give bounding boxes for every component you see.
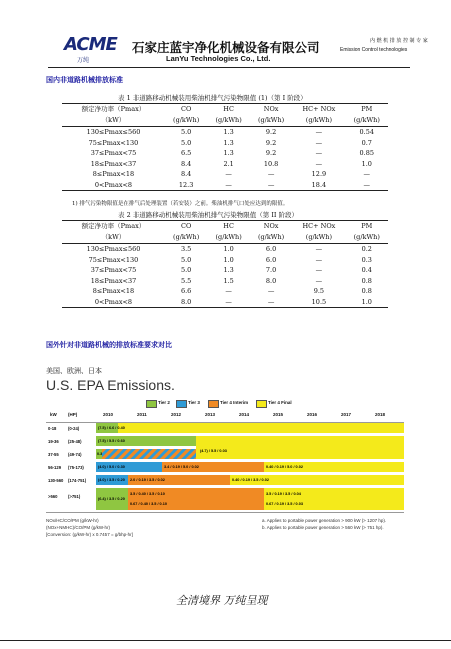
header-cell: HC+ NOx — [292, 104, 345, 116]
table-cell: 37≤Pmax<75 — [90, 149, 137, 157]
table-header-row — [62, 104, 388, 116]
row-hp: (75-173) — [68, 465, 84, 470]
header-cell: NOx — [250, 104, 292, 116]
row-hp: (174-751) — [68, 478, 87, 483]
table-cell: — — [207, 297, 249, 308]
limit-label: (7.5) / 5.5 / 0.60 — [98, 439, 125, 443]
table-cell: 5.0 — [180, 138, 192, 147]
table-cell: — — [207, 180, 249, 191]
table-cell: 1.0 — [346, 297, 389, 308]
table-cell: 9.2 — [250, 127, 292, 138]
table-row — [62, 159, 388, 170]
legend-swatch-tier2 — [146, 400, 157, 408]
regions-text: 美国、欧洲、日本 — [46, 367, 102, 375]
table-cell: 8≤Pmax<18 — [92, 170, 135, 178]
tagline-cn: 内 燃 机 排 放 控 制 专 家 — [370, 38, 428, 44]
table-cell: — — [225, 287, 232, 295]
year-label: 2013 — [205, 412, 216, 417]
legend-label-tier4f: Tier 4 Final — [268, 400, 292, 405]
legend-swatch-tier3 — [176, 400, 187, 408]
row-kw: 56-129 — [48, 465, 62, 470]
limit-label: (4.0) / 3.5 / 0.20 — [98, 478, 125, 482]
header-cell: HC — [207, 104, 249, 116]
table-cell: 2.1 — [223, 159, 234, 168]
limit-label: 3.5 / 0.40 / 3.5 / 0.10 — [130, 492, 165, 496]
table-cell: — — [225, 170, 232, 178]
table-cell: — — [315, 138, 323, 147]
table-cell: 5.0 — [165, 127, 207, 138]
table-cell: 130≤Pmax≤560 — [62, 244, 165, 255]
header-cell: CO — [165, 104, 207, 116]
year-label: 2018 — [375, 412, 386, 417]
header-cell: 额定净功率（Pmax） — [62, 104, 165, 116]
table-row — [62, 148, 388, 159]
section-title-foreign: 国外针对非道路机械的排放标准要求对比 — [46, 341, 172, 349]
unit-cell: (g/kWh) — [305, 116, 333, 124]
table-cell: 10.8 — [263, 159, 279, 168]
table-cell: 0.2 — [346, 244, 389, 255]
row-kw: >560 — [48, 494, 58, 499]
table-cell: 1.3 — [223, 149, 234, 157]
epa-title: U.S. EPA Emissions. — [46, 377, 175, 393]
hp-header: (HP) — [68, 412, 78, 417]
header-cell: HC+ NOx — [292, 221, 345, 233]
unit-cell: (g/kWh) — [305, 233, 333, 241]
limit-label: 0.40 / 0.19 / 3.5 / 0.02 — [232, 478, 269, 482]
header-cell: PM — [346, 104, 389, 116]
tier-block — [118, 423, 404, 433]
table-cell: 0<Pmax<8 — [62, 297, 165, 308]
table-cell: 18≤Pmax<37 — [90, 159, 137, 168]
epa-emissions-chart — [46, 396, 404, 514]
table-row — [62, 169, 388, 180]
legend-label-tier3: Tier 3 — [188, 400, 200, 405]
company-logo — [64, 34, 117, 68]
company-slogan: 全清境界 万纯呈现 — [176, 594, 268, 607]
table-cell: 18≤Pmax<37 — [90, 276, 137, 285]
table1-caption: 表 1 非道路移动机械装用柴油机排气污染物限值 (1)（第 I 阶段） — [118, 94, 307, 102]
unit-cell: (g/kWh) — [173, 233, 200, 241]
year-label: 2017 — [341, 412, 352, 417]
footer-divider — [0, 640, 451, 641]
table-cell: 5.0 — [180, 255, 192, 264]
table-cell: 0<Pmax<8 — [62, 180, 165, 191]
year-label: 2010 — [103, 412, 114, 417]
table-cell: — — [315, 266, 323, 274]
table-cell: — — [315, 149, 323, 157]
limit-label: 0.3 — [97, 452, 103, 456]
table-row — [62, 297, 388, 308]
table-cell: 9.5 — [313, 287, 325, 295]
grid-line — [46, 512, 404, 513]
table-cell: 8≤Pmax<18 — [92, 287, 135, 295]
table-cell: 3.5 — [165, 244, 207, 255]
table-cell: 9.2 — [265, 149, 277, 157]
table-cell: 1.0 — [223, 255, 234, 264]
table1-body — [62, 127, 388, 191]
header-cell: NOx — [250, 221, 292, 233]
legend-swatch-tier4f — [256, 400, 267, 408]
table-cell: 12.3 — [165, 180, 207, 191]
limit-label: (4.0) / 5.0 / 0.30 — [98, 465, 125, 469]
footnote-left: [Conversion: (g/kW-hr) x 0.7457 = g/bhp-hr] — [46, 532, 133, 537]
table-row — [62, 244, 388, 255]
unit-cell: (g/kWh) — [257, 233, 285, 241]
unit-cell: （kW） — [101, 233, 126, 241]
row-hp: (>751) — [68, 494, 81, 499]
table-cell: 6.0 — [265, 255, 277, 264]
table-cell: 9.2 — [265, 138, 277, 147]
table-cell: 0.85 — [359, 149, 374, 157]
table-cell: — — [267, 287, 275, 295]
unit-cell: (g/kWh) — [215, 233, 242, 241]
table-row — [62, 138, 388, 149]
table-cell: — — [267, 170, 275, 178]
header-cell: HC — [207, 221, 249, 233]
table-row — [62, 286, 388, 297]
limit-label: 0.67 / 0.19 / 3.5 / 0.03 — [266, 502, 303, 506]
table-row — [62, 127, 388, 138]
table-cell: — — [315, 159, 323, 168]
table-cell: 7.0 — [265, 266, 277, 274]
limit-label: 3.5 / 0.19 / 3.5 / 0.04 — [266, 492, 301, 496]
table-cell: 6.6 — [180, 287, 192, 295]
company-name-en: LanYu Technologies Co., Ltd. — [166, 54, 271, 63]
row-hp: (0-24) — [68, 426, 80, 431]
tagline-en: Emission Control technologies — [340, 47, 408, 53]
table-header-row — [62, 221, 388, 233]
table-cell: 75≤Pmax<130 — [88, 255, 139, 264]
logo-subtext: 万纯 — [77, 57, 90, 64]
table-cell: 1.0 — [361, 159, 372, 168]
limit-label: 3.4 / 0.19 / 5.0 / 0.02 — [164, 465, 199, 469]
row-kw: 19-36 — [48, 439, 59, 444]
table-row — [62, 255, 388, 266]
table-cell: — — [250, 180, 292, 191]
table-cell: 1.0 — [207, 244, 249, 255]
section-title-domestic: 国内非道路机械排放标准 — [46, 76, 123, 84]
table-cell: 0.4 — [361, 266, 372, 274]
limit-label: (7.5) / 6.6 / 0.40 — [98, 426, 125, 430]
row-kw: 0-18 — [48, 426, 57, 431]
row-hp: (49-74) — [68, 452, 82, 457]
tier-block-hatched — [102, 449, 196, 459]
table-cell: — — [346, 180, 389, 191]
footnote-right: b. Applies to portable power generation > 560 kW (> 751 hp). — [262, 525, 384, 530]
table-cell: 1.3 — [207, 127, 249, 138]
tier-block — [196, 436, 404, 459]
table-cell: 0.54 — [346, 127, 389, 138]
table-cell: 130≤Pmax≤560 — [62, 127, 165, 138]
unit-cell: (g/kWh) — [173, 116, 200, 124]
table-cell: 0.8 — [361, 287, 372, 295]
footnote-right: a. Applies to portable power generation > 900 kW (> 1207 hp). — [262, 518, 387, 523]
table-cell: 1.3 — [223, 266, 234, 274]
header-divider — [48, 67, 410, 68]
table-cell: — — [315, 276, 323, 285]
unit-cell: （kW） — [101, 116, 126, 124]
table-cell: 8.0 — [265, 276, 277, 285]
legend-swatch-tier4i — [208, 400, 219, 408]
unit-cell: (g/kWh) — [353, 233, 380, 241]
header-cell: CO — [165, 221, 207, 233]
table-row — [62, 265, 388, 276]
table-cell: 5.5 — [180, 276, 192, 285]
unit-cell: (g/kWh) — [215, 116, 242, 124]
table-cell: — — [250, 297, 292, 308]
table-cell: 5.0 — [180, 266, 192, 274]
table-cell: 0.3 — [361, 255, 372, 264]
table-cell: 12.9 — [311, 170, 327, 178]
logo-text: ACME — [64, 34, 117, 55]
table-cell: 8.0 — [165, 297, 207, 308]
table-cell: 6.5 — [180, 149, 192, 157]
limit-label: 0.40 / 0.19 / 5.0 / 0.02 — [266, 465, 303, 469]
year-label: 2015 — [273, 412, 284, 417]
table1-note: 1) 排气污染物限值是在排气后处理装置（若安装）之前。柴油机排气口处应达到的限值。 — [72, 201, 289, 207]
table-cell: 1.3 — [223, 138, 234, 147]
table-cell: 6.0 — [250, 244, 292, 255]
table-row — [62, 276, 388, 287]
table-cell: — — [363, 170, 370, 178]
unit-cell: (g/kWh) — [257, 116, 285, 124]
table-cell: — — [315, 255, 323, 264]
table2-caption: 表 2 非道路移动机械装用柴油机排气污染物限值（第 II 阶段） — [118, 211, 299, 219]
table-units-row — [62, 115, 388, 127]
year-label: 2014 — [239, 412, 250, 417]
table-cell: 75≤Pmax<130 — [88, 138, 139, 147]
limit-label: 2.0 / 0.19 / 3.5 / 0.02 — [130, 478, 165, 482]
company-name-cn: 石家庄蓝宇净化机械设备有限公司 — [132, 40, 320, 55]
table-units-row — [62, 232, 388, 244]
footnote-left: NOx/HC/CO/PM (g/kW-hr) — [46, 518, 99, 523]
legend-label-tier2: Tier 2 — [158, 400, 170, 405]
year-label: 2012 — [171, 412, 182, 417]
limit-label: 0.67 / 0.40 / 3.5 / 0.10 — [130, 502, 167, 506]
table-cell: 1.5 — [223, 276, 234, 285]
grid-line — [46, 422, 404, 423]
footnote-left: (NOx+NMHC)/CO/PM (g/kW-hr) — [46, 525, 111, 530]
table-cell: 8.4 — [180, 170, 192, 178]
row-hp: (25-48) — [68, 439, 82, 444]
table-cell: — — [292, 127, 345, 138]
row-kw: 130-560 — [48, 478, 64, 483]
year-label: 2016 — [307, 412, 318, 417]
table2-body — [62, 244, 388, 308]
table2 — [62, 220, 388, 308]
table-cell: 37≤Pmax<75 — [90, 266, 137, 274]
row-kw: 37-55 — [48, 452, 59, 457]
limit-label: (4.7) / 5.5 / 0.03 — [200, 449, 227, 453]
legend-label-tier4i: Tier 4 Interim — [220, 400, 249, 405]
table-cell: 0.7 — [361, 138, 372, 147]
header-cell: PM — [346, 221, 389, 233]
header-cell: 额定净功率（Pmax） — [62, 221, 165, 233]
table-row — [62, 180, 388, 191]
table-cell: 10.5 — [292, 297, 345, 308]
table-cell: 18.4 — [292, 180, 345, 191]
table-cell: 8.4 — [180, 159, 192, 168]
table-cell: 0.8 — [361, 276, 372, 285]
kw-header: kW — [50, 412, 57, 417]
table1 — [62, 103, 388, 191]
unit-cell: (g/kWh) — [353, 116, 380, 124]
year-label: 2011 — [137, 412, 147, 417]
year-header — [46, 411, 404, 420]
limit-label: (6.4) / 3.5 / 0.20 — [98, 497, 125, 501]
table-cell: — — [292, 244, 345, 255]
